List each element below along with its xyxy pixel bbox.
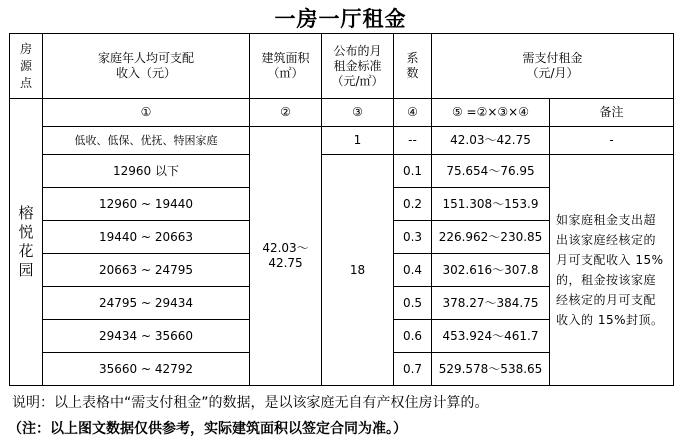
header-standard: 公布的月 租金标准 （元/㎡） [322, 34, 394, 99]
coef-value: 0.5 [394, 287, 432, 320]
rent-value: 302.616～307.8 [432, 254, 550, 287]
footer-disclaimer: （注：以上图文数据仅供参考，实际建筑面积以签定合同为准。） [8, 421, 407, 437]
num-c4: ④ [394, 99, 432, 127]
rent-value: 453.924～461.7 [432, 320, 550, 353]
area-cell: 42.03～ 42.75 [250, 127, 322, 386]
num-c2: ② [250, 99, 322, 127]
standard-cell: 18 [322, 155, 394, 386]
header-area: 建筑面积 （㎡） [250, 34, 322, 99]
income-range: 24795 ~ 29434 [43, 287, 250, 320]
page-title: 一房一厅租金 [274, 6, 407, 31]
coef-value: 0.3 [394, 221, 432, 254]
rent-value: 151.308～153.9 [432, 188, 550, 221]
income-range: 29434 ~ 35660 [43, 320, 250, 353]
coef-value: 0.2 [394, 188, 432, 221]
coef-value: 0.7 [394, 353, 432, 386]
rent-value: 75.654～76.95 [432, 155, 550, 188]
low-income-row [10, 127, 674, 155]
low-income-label: 低收、低保、优抚、特困家庭 [43, 127, 250, 155]
header-rent: 需支付租金 （元/月） [432, 34, 674, 99]
low-income-standard: 1 [322, 127, 394, 155]
header-coef: 系 数 [394, 34, 432, 99]
rent-table [9, 33, 674, 386]
income-range: 19440 ~ 20663 [43, 221, 250, 254]
rent-value: 226.962～230.85 [432, 221, 550, 254]
table-row [10, 155, 674, 188]
coef-value: 0.1 [394, 155, 432, 188]
income-range: 12960 ~ 19440 [43, 188, 250, 221]
header-project: 房源点 [10, 34, 43, 99]
num-c1: ① [43, 99, 250, 127]
numbering-row [10, 99, 674, 127]
footer-note: 说明：以上表格中“需支付租金”的数据，是以该家庭无自有产权住房计算的。 [12, 395, 489, 411]
rent-value: 378.27～384.75 [432, 287, 550, 320]
low-income-coef: -- [394, 127, 432, 155]
rent-value: 529.578～538.65 [432, 353, 550, 386]
low-income-remark: - [550, 127, 674, 155]
income-range: 35660 ~ 42792 [43, 353, 250, 386]
income-range: 20663 ~ 24795 [43, 254, 250, 287]
coef-value: 0.4 [394, 254, 432, 287]
header-income: 家庭年人均可支配 收入（元） [43, 34, 250, 99]
low-income-rent: 42.03～42.75 [432, 127, 550, 155]
project-cell: 榕悦花园 [10, 99, 43, 386]
num-remark: 备注 [550, 99, 674, 127]
num-c3: ③ [322, 99, 394, 127]
coef-value: 0.6 [394, 320, 432, 353]
remark-note: 如家庭租金支出超出该家庭经核定的月可支配收入 15%的，租金按该家庭经核定的月可支配收入的 15%封顶。 [550, 155, 674, 386]
income-range: 12960 以下 [43, 155, 250, 188]
header-row [10, 34, 674, 99]
num-c5: ⑤ =②×③×④ [432, 99, 550, 127]
